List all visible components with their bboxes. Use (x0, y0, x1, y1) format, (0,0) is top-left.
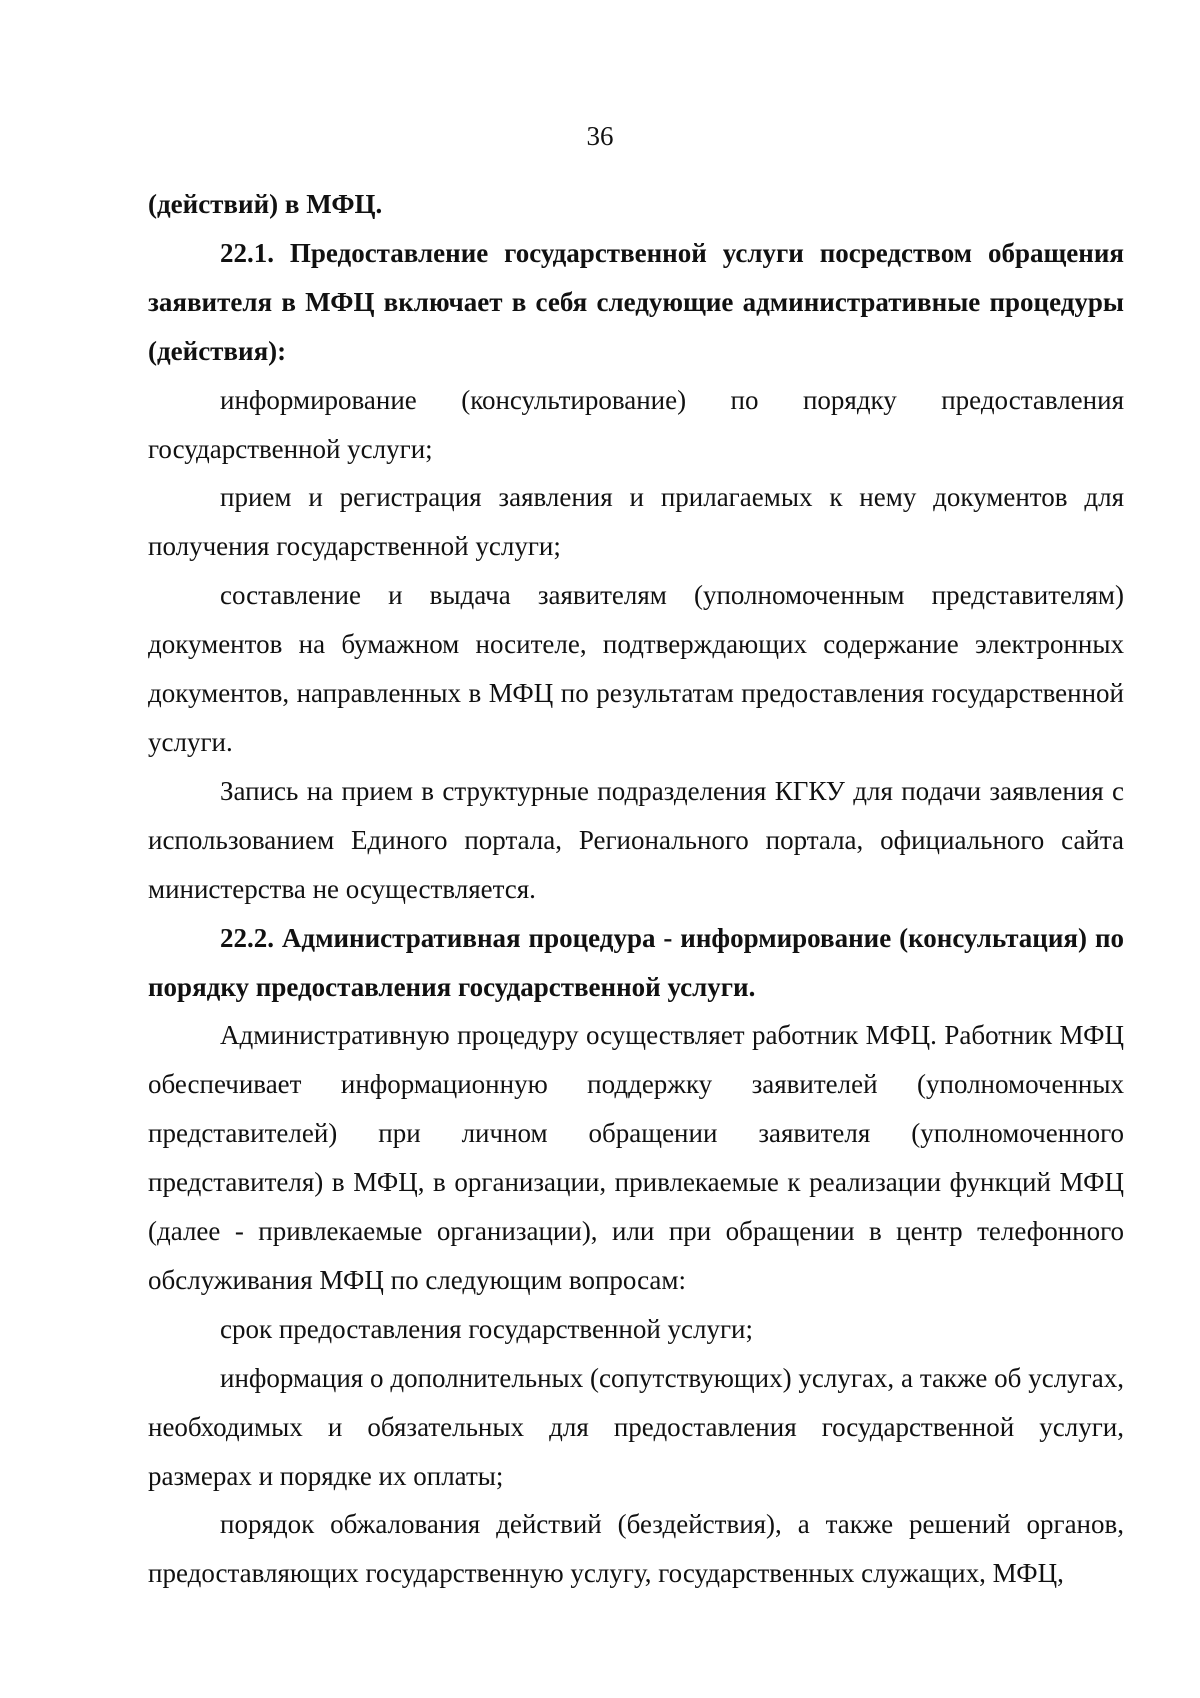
paragraph-list-item: информирование (консультирование) по порядку предоставления государственной услуги; (148, 384, 1124, 464)
page-number: 36 (586, 121, 614, 151)
paragraph-list-item: порядок обжалования действий (бездействия), а также решений органов, предоставляющих государственную услугу, государственных служащих, МФЦ, (148, 1509, 1124, 1589)
paragraph-appointment-note: Запись на прием в структурные подразделения КГКУ для подачи заявления с использованием Единого портала, Регионального портала, официального сайта министерства не осуществляется. (148, 775, 1124, 904)
paragraph-list-item: прием и регистрация заявления и прилагаемых к нему документов для получения государственной услуги; (148, 482, 1124, 562)
paragraph-list-item: срок предоставления государственной услуги; (220, 1313, 754, 1344)
paragraph-section-continuation: (действий) в МФЦ. (148, 189, 383, 219)
paragraph-list-item: информация о дополнительных (сопутствующих) услугах, а также об услугах, необходимых и обязательных для предоставления государственной услуги, размерах и порядке их оплаты; (148, 1362, 1124, 1491)
paragraph-list-item: составление и выдача заявителям (уполномоченным представителям) документов на бумажном носителе, подтверждающих содержание электронных документов, направленных в МФЦ по результатам предоставления государственной услуги. (148, 580, 1124, 757)
paragraph-procedure-description: Административную процедуру осуществляет работник МФЦ. Работник МФЦ обеспечивает информационную поддержку заявителей (уполномоченных представителей) при личном обращении заявителя (уполномоченного представителя) в МФЦ, в организации, привлекаемые к реализации функций МФЦ (далее - привлекаемые организации), или при обращении в центр телефонного обслуживания МФЦ по следующим вопросам: (148, 1020, 1124, 1295)
paragraph-section-22-2-heading: 22.2. Административная процедура - информирование (консультация) по порядку предоставления государственной услуги. (148, 922, 1124, 1002)
document-body (148, 180, 1124, 1598)
paragraph-section-22-1-heading: 22.1. Предоставление государственной услуги посредством обращения заявителя в МФЦ включает в себя следующие административные процедуры (действия): (148, 237, 1124, 366)
